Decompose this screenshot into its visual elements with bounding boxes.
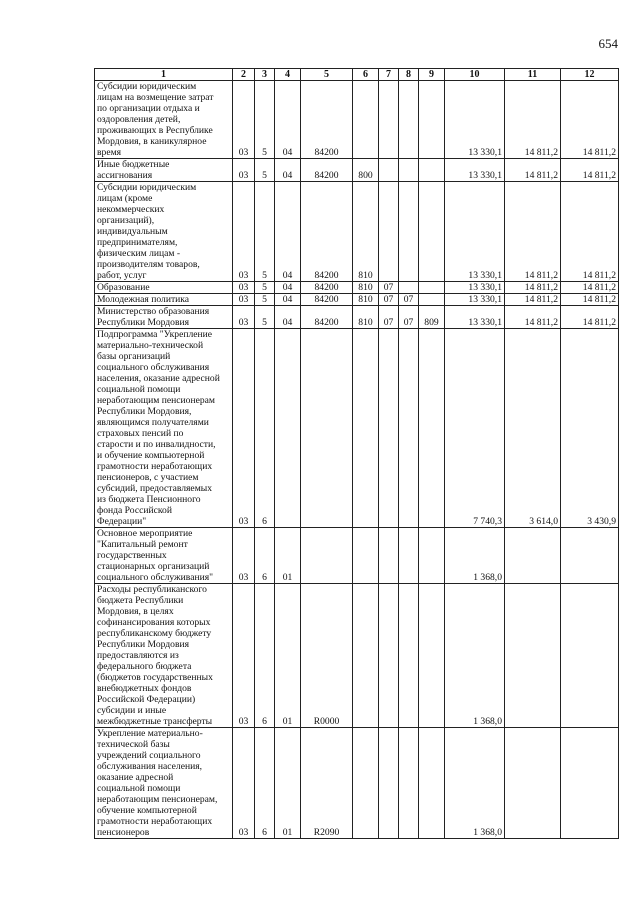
table-row [95, 294, 619, 306]
amount-cell: 7 740,3 [445, 329, 505, 528]
code-cell [379, 528, 399, 584]
column-header-12: 12 [561, 69, 619, 81]
amount-cell: 14 811,2 [561, 306, 619, 329]
code-cell: 03 [233, 182, 255, 282]
code-cell: 810 [353, 306, 379, 329]
amount-cell: 13 330,1 [445, 294, 505, 306]
amount-cell [561, 528, 619, 584]
column-header-9: 9 [419, 69, 445, 81]
code-cell [399, 528, 419, 584]
code-cell: 810 [353, 182, 379, 282]
code-cell: 04 [275, 159, 301, 182]
code-cell: 04 [275, 182, 301, 282]
table-row [95, 182, 619, 282]
code-cell [399, 182, 419, 282]
table-row [95, 81, 619, 159]
code-cell: 6 [255, 528, 275, 584]
code-cell: 5 [255, 81, 275, 159]
table-row [95, 528, 619, 584]
code-cell [419, 159, 445, 182]
code-cell: R0000 [301, 584, 353, 728]
amount-cell: 14 811,2 [561, 294, 619, 306]
code-cell [379, 329, 399, 528]
code-cell [399, 728, 419, 839]
code-cell: 03 [233, 584, 255, 728]
code-cell [301, 329, 353, 528]
code-cell: 04 [275, 81, 301, 159]
table-body [95, 81, 619, 839]
row-name-cell: Иные бюджетные ассигнования [95, 159, 233, 182]
row-name-cell: Министерство образования Республики Мордовия [95, 306, 233, 329]
code-cell: 800 [353, 159, 379, 182]
column-header-3: 3 [255, 69, 275, 81]
table-row [95, 282, 619, 294]
amount-cell: 14 811,2 [505, 159, 561, 182]
table-row [95, 159, 619, 182]
code-cell: 84200 [301, 182, 353, 282]
code-cell [275, 329, 301, 528]
code-cell [353, 81, 379, 159]
code-cell [399, 81, 419, 159]
code-cell [419, 81, 445, 159]
row-name-cell: Молодежная политика [95, 294, 233, 306]
code-cell: 07 [379, 294, 399, 306]
code-cell: 84200 [301, 81, 353, 159]
code-cell [379, 159, 399, 182]
row-name-cell: Укрепление материально- технической базы учреждений социального обслуживания населения, оказание адресной социальной помощи неработающим пенсионерам, обучение компьютерной грамотности неработающих пенсионеров [95, 728, 233, 839]
code-cell: 5 [255, 159, 275, 182]
row-name-cell: Субсидии юридическим лицам на возмещение затрат по организации отдыха и оздоровления детей, проживающих в Республике Мордовия, в каникулярное время [95, 81, 233, 159]
code-cell [399, 329, 419, 528]
code-cell [419, 182, 445, 282]
code-cell [419, 294, 445, 306]
code-cell [399, 584, 419, 728]
code-cell: 810 [353, 282, 379, 294]
code-cell: 07 [379, 282, 399, 294]
code-cell: 07 [399, 294, 419, 306]
code-cell [353, 584, 379, 728]
column-header-5: 5 [301, 69, 353, 81]
code-cell [419, 329, 445, 528]
amount-cell: 13 330,1 [445, 182, 505, 282]
code-cell: 04 [275, 306, 301, 329]
column-header-1: 1 [95, 69, 233, 81]
code-cell: 5 [255, 182, 275, 282]
code-cell: 6 [255, 584, 275, 728]
amount-cell: 13 330,1 [445, 282, 505, 294]
code-cell: 03 [233, 81, 255, 159]
amount-cell [561, 584, 619, 728]
row-name-cell: Основное мероприятие "Капитальный ремонт государственных стационарных организаций социального обслуживания" [95, 528, 233, 584]
amount-cell: 14 811,2 [561, 282, 619, 294]
amount-cell [505, 528, 561, 584]
code-cell: 84200 [301, 159, 353, 182]
code-cell: 07 [399, 306, 419, 329]
code-cell: 03 [233, 528, 255, 584]
amount-cell: 1 368,0 [445, 528, 505, 584]
column-header-11: 11 [505, 69, 561, 81]
amount-cell [561, 728, 619, 839]
table-row [95, 728, 619, 839]
amount-cell: 14 811,2 [505, 294, 561, 306]
amount-cell: 13 330,1 [445, 81, 505, 159]
amount-cell: 13 330,1 [445, 306, 505, 329]
amount-cell: 13 330,1 [445, 159, 505, 182]
table-row [95, 329, 619, 528]
code-cell [419, 528, 445, 584]
amount-cell: 14 811,2 [505, 81, 561, 159]
code-cell: 03 [233, 159, 255, 182]
amount-cell: 14 811,2 [561, 182, 619, 282]
code-cell [379, 182, 399, 282]
code-cell: 84200 [301, 306, 353, 329]
code-cell: 03 [233, 329, 255, 528]
code-cell: 84200 [301, 282, 353, 294]
row-name-cell: Подпрограмма "Укрепление материально-технической базы организаций социального обслуживания населения, оказание адресной социальной помощи неработающим пенсионерам Республики Мордовия, являющимся получателями страховых пенсий по старости и по инвалидности, и обучение компьютерной грамотности неработающих пенсионеров, с участием субсидий, предоставляемых из бюджета Пенсионного фонда Российской Федерации" [95, 329, 233, 528]
header-row [95, 69, 619, 81]
code-cell [419, 282, 445, 294]
code-cell: 5 [255, 282, 275, 294]
code-cell [399, 282, 419, 294]
amount-cell [505, 584, 561, 728]
code-cell: 04 [275, 294, 301, 306]
code-cell: 809 [419, 306, 445, 329]
code-cell [353, 528, 379, 584]
row-name-cell: Расходы республиканского бюджета Республики Мордовия, в целях софинансирования которых республиканскому бюджету Республики Мордовия предоставляются из федерального бюджета (бюджетов государственных внебюджетных фондов Российской Федерации) субсидии и иные межбюджетные трансферты [95, 584, 233, 728]
page-number: 654 [598, 36, 618, 51]
code-cell: 6 [255, 728, 275, 839]
code-cell: 01 [275, 584, 301, 728]
column-header-6: 6 [353, 69, 379, 81]
code-cell [301, 528, 353, 584]
code-cell: 04 [275, 282, 301, 294]
code-cell [399, 159, 419, 182]
code-cell: 03 [233, 294, 255, 306]
column-header-10: 10 [445, 69, 505, 81]
code-cell: 03 [233, 306, 255, 329]
code-cell: 810 [353, 294, 379, 306]
amount-cell: 1 368,0 [445, 584, 505, 728]
code-cell: R2090 [301, 728, 353, 839]
table-row [95, 306, 619, 329]
code-cell: 6 [255, 329, 275, 528]
amount-cell: 14 811,2 [561, 81, 619, 159]
code-cell: 84200 [301, 294, 353, 306]
code-cell [379, 728, 399, 839]
table-row [95, 584, 619, 728]
code-cell: 07 [379, 306, 399, 329]
code-cell: 03 [233, 728, 255, 839]
code-cell: 01 [275, 528, 301, 584]
budget-table [94, 68, 619, 839]
amount-cell [505, 728, 561, 839]
code-cell [379, 584, 399, 728]
amount-cell: 14 811,2 [505, 306, 561, 329]
amount-cell: 1 368,0 [445, 728, 505, 839]
code-cell [419, 728, 445, 839]
code-cell: 5 [255, 306, 275, 329]
code-cell [353, 329, 379, 528]
amount-cell: 14 811,2 [561, 159, 619, 182]
code-cell: 01 [275, 728, 301, 839]
code-cell [419, 584, 445, 728]
column-header-8: 8 [399, 69, 419, 81]
amount-cell: 14 811,2 [505, 282, 561, 294]
row-name-cell: Субсидии юридическим лицам (кроме некоммерческих организаций), индивидуальным предпринимателям, физическим лицам - производителям товаров, работ, услуг [95, 182, 233, 282]
code-cell: 03 [233, 282, 255, 294]
code-cell: 5 [255, 294, 275, 306]
amount-cell: 3 614,0 [505, 329, 561, 528]
column-header-4: 4 [275, 69, 301, 81]
code-cell [379, 81, 399, 159]
column-header-2: 2 [233, 69, 255, 81]
amount-cell: 14 811,2 [505, 182, 561, 282]
column-header-7: 7 [379, 69, 399, 81]
amount-cell: 3 430,9 [561, 329, 619, 528]
code-cell [353, 728, 379, 839]
row-name-cell: Образование [95, 282, 233, 294]
